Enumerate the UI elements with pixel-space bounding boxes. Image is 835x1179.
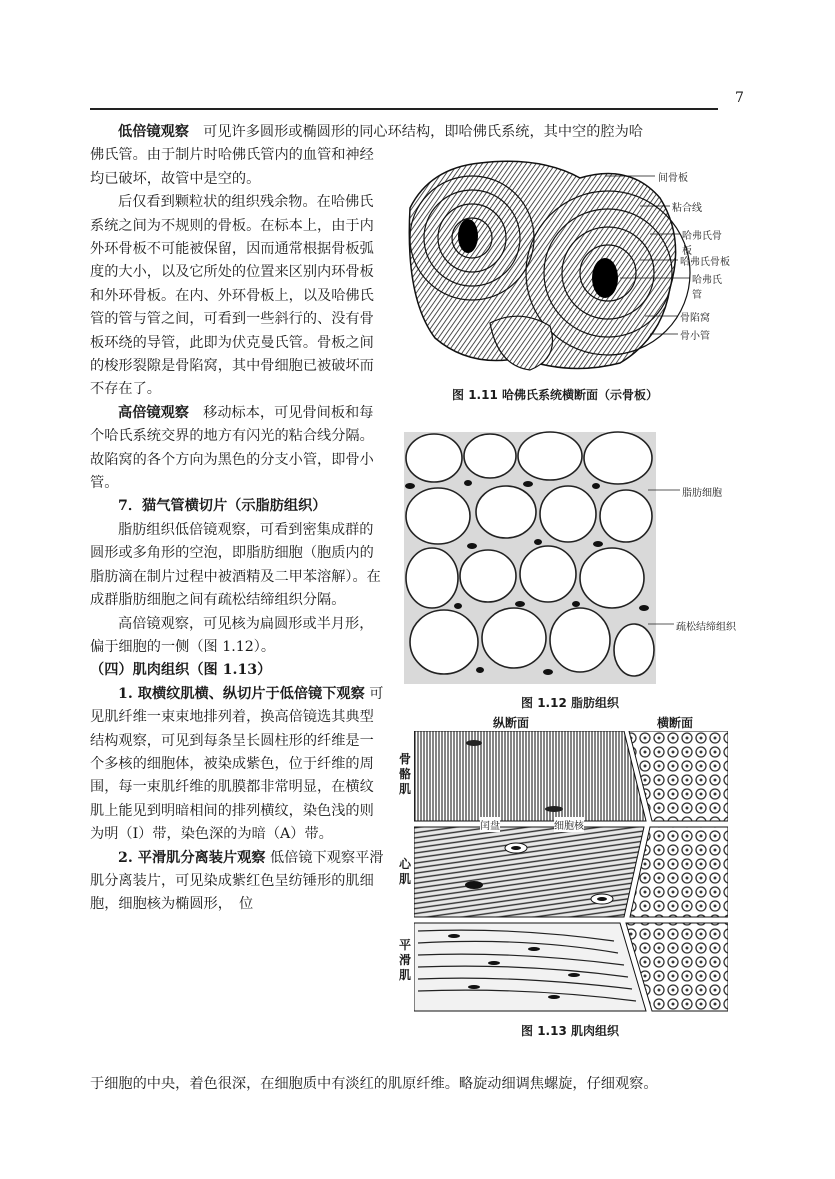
paragraph-last-line: [90, 1073, 770, 1096]
paragraph-low-mag-cont: 佛氏管。由于制片时哈佛氏管内的血管和神经均已破坏，故管中是空的。: [90, 147, 374, 187]
skeletal-heading-b: 观察: [336, 685, 365, 702]
label-haversian-lamella-2: 哈弗氏骨板: [680, 257, 730, 268]
smooth-text: 低倍镜下观察平滑肌分离装片，可见染成紫红色呈纺锤形的肌细胞，细胞核为椭圆形， 位: [90, 849, 384, 913]
figure-1-13-caption: 图 1.13 肌肉组织: [521, 1024, 619, 1038]
low-mag-text-start: 可见许多圆形或椭圆形的同心环结构，即哈佛氏系统，其中空的腔为哈: [188, 124, 643, 140]
label-interstitial-lamella: 间骨板: [658, 173, 688, 184]
label-canaliculi: 骨小管: [680, 331, 710, 342]
fig13-col-longitudinal: 纵断面: [493, 716, 530, 730]
smooth-heading: 2. 平滑肌分离装片观察: [118, 849, 266, 866]
label-nucleus: 细胞核: [554, 817, 584, 832]
section-heading-muscle: （四）肌肉组织（图 1.13）: [90, 662, 272, 679]
muscle-tissue-illustration: [414, 731, 728, 1013]
low-mag-heading: 低倍镜观察: [118, 124, 189, 140]
label-loose-connective: 疏松结缔组织: [676, 622, 736, 633]
section-heading-7: 7．猫气管横切片（示脂肪组织）: [118, 498, 327, 515]
paragraph-fat-low: 脂肪组织低倍镜观察，可看到密集成群的圆形或多角形的空泡，即脂肪细胞（胞质内的脂肪滴在制片过程中被酒精及二甲苯溶解）。在成群脂肪细胞之间有疏松结缔组织分隔。: [90, 521, 381, 609]
last-line-text: 于细胞的中央，着色很深，在细胞质中有淡红的肌原纤维。略旋动细调焦螺旋，仔细观察。: [90, 1076, 658, 1092]
skeletal-text: 可见肌纤维一束束地排列着，换高倍镜选其典型结构观察，可见到每条呈长圆柱形的纤维是一个多核的细胞体，被染成紫色，位于纤维的周围，每一束肌纤维的肌膜都非常明显，在横纹肌上能见到明暗相间的排列横纹，染色浅的则为明（I）带，染色深的为暗（A）带。: [90, 685, 384, 843]
fig13-row-skeletal: 骨骼肌: [398, 752, 411, 796]
high-mag-heading: 高倍镜观察: [118, 404, 189, 421]
skeletal-heading-a: 1. 取横纹肌横、纵切片于低倍镜下: [118, 685, 337, 702]
adipose-tissue-illustration: [398, 428, 754, 690]
fig13-row-cardiac: 心肌: [398, 857, 411, 886]
header-rule: [90, 108, 718, 110]
label-lacuna: 骨陷窝: [680, 313, 710, 324]
figure-1-11: [400, 148, 730, 378]
label-haversian-lamella-1: 哈弗氏骨板: [682, 231, 722, 257]
figure-1-12: [398, 428, 754, 690]
page-number: 7: [735, 90, 744, 106]
fig13-col-cross: 横断面: [657, 716, 694, 730]
figure-1-11-caption: 图 1.11 哈佛氏系统横断面（示骨板）: [452, 388, 658, 402]
paragraph-residue: 后仅看到颗粒状的组织残余物。在哈佛氏系统之间为不规则的骨板。在标本上，由于内外环骨板不可能被保留，因而通常根据骨板弧度的大小，以及它所处的位置来区别内环骨板和外环骨板。在内、外环骨板上，以及哈佛氏管的管与管之间，可看到一些斜行的、没有骨板环绕的导管，此即为伏克曼氏管。骨板之间的梭形裂隙是骨陷窝，其中骨细胞已被破坏而不存在了。: [90, 194, 374, 398]
high-mag-text: 移动标本，可见骨间板和每个哈氏系统交界的地方有闪光的粘合线分隔。故陷窝的各个方向为黑色的分支小管，即骨小管。: [90, 404, 374, 492]
figure-1-13: [414, 731, 728, 1013]
label-fat-cell: 脂肪细胞: [682, 488, 722, 499]
label-intercalated-disc: 闰盘: [480, 817, 500, 832]
label-haversian-canal: 哈弗氏管: [692, 275, 722, 301]
fig13-row-smooth: 平滑肌: [398, 938, 411, 982]
label-cement-line: 粘合线: [672, 203, 702, 214]
paragraph-low-mag-line1: [90, 121, 750, 144]
paragraph-fat-high: 高倍镜观察，可见核为扁圆形或半月形，偏于细胞的一侧（图 1.12）。: [90, 615, 374, 655]
figure-1-12-caption: 图 1.12 脂肪组织: [521, 696, 619, 710]
left-column: [90, 144, 386, 916]
